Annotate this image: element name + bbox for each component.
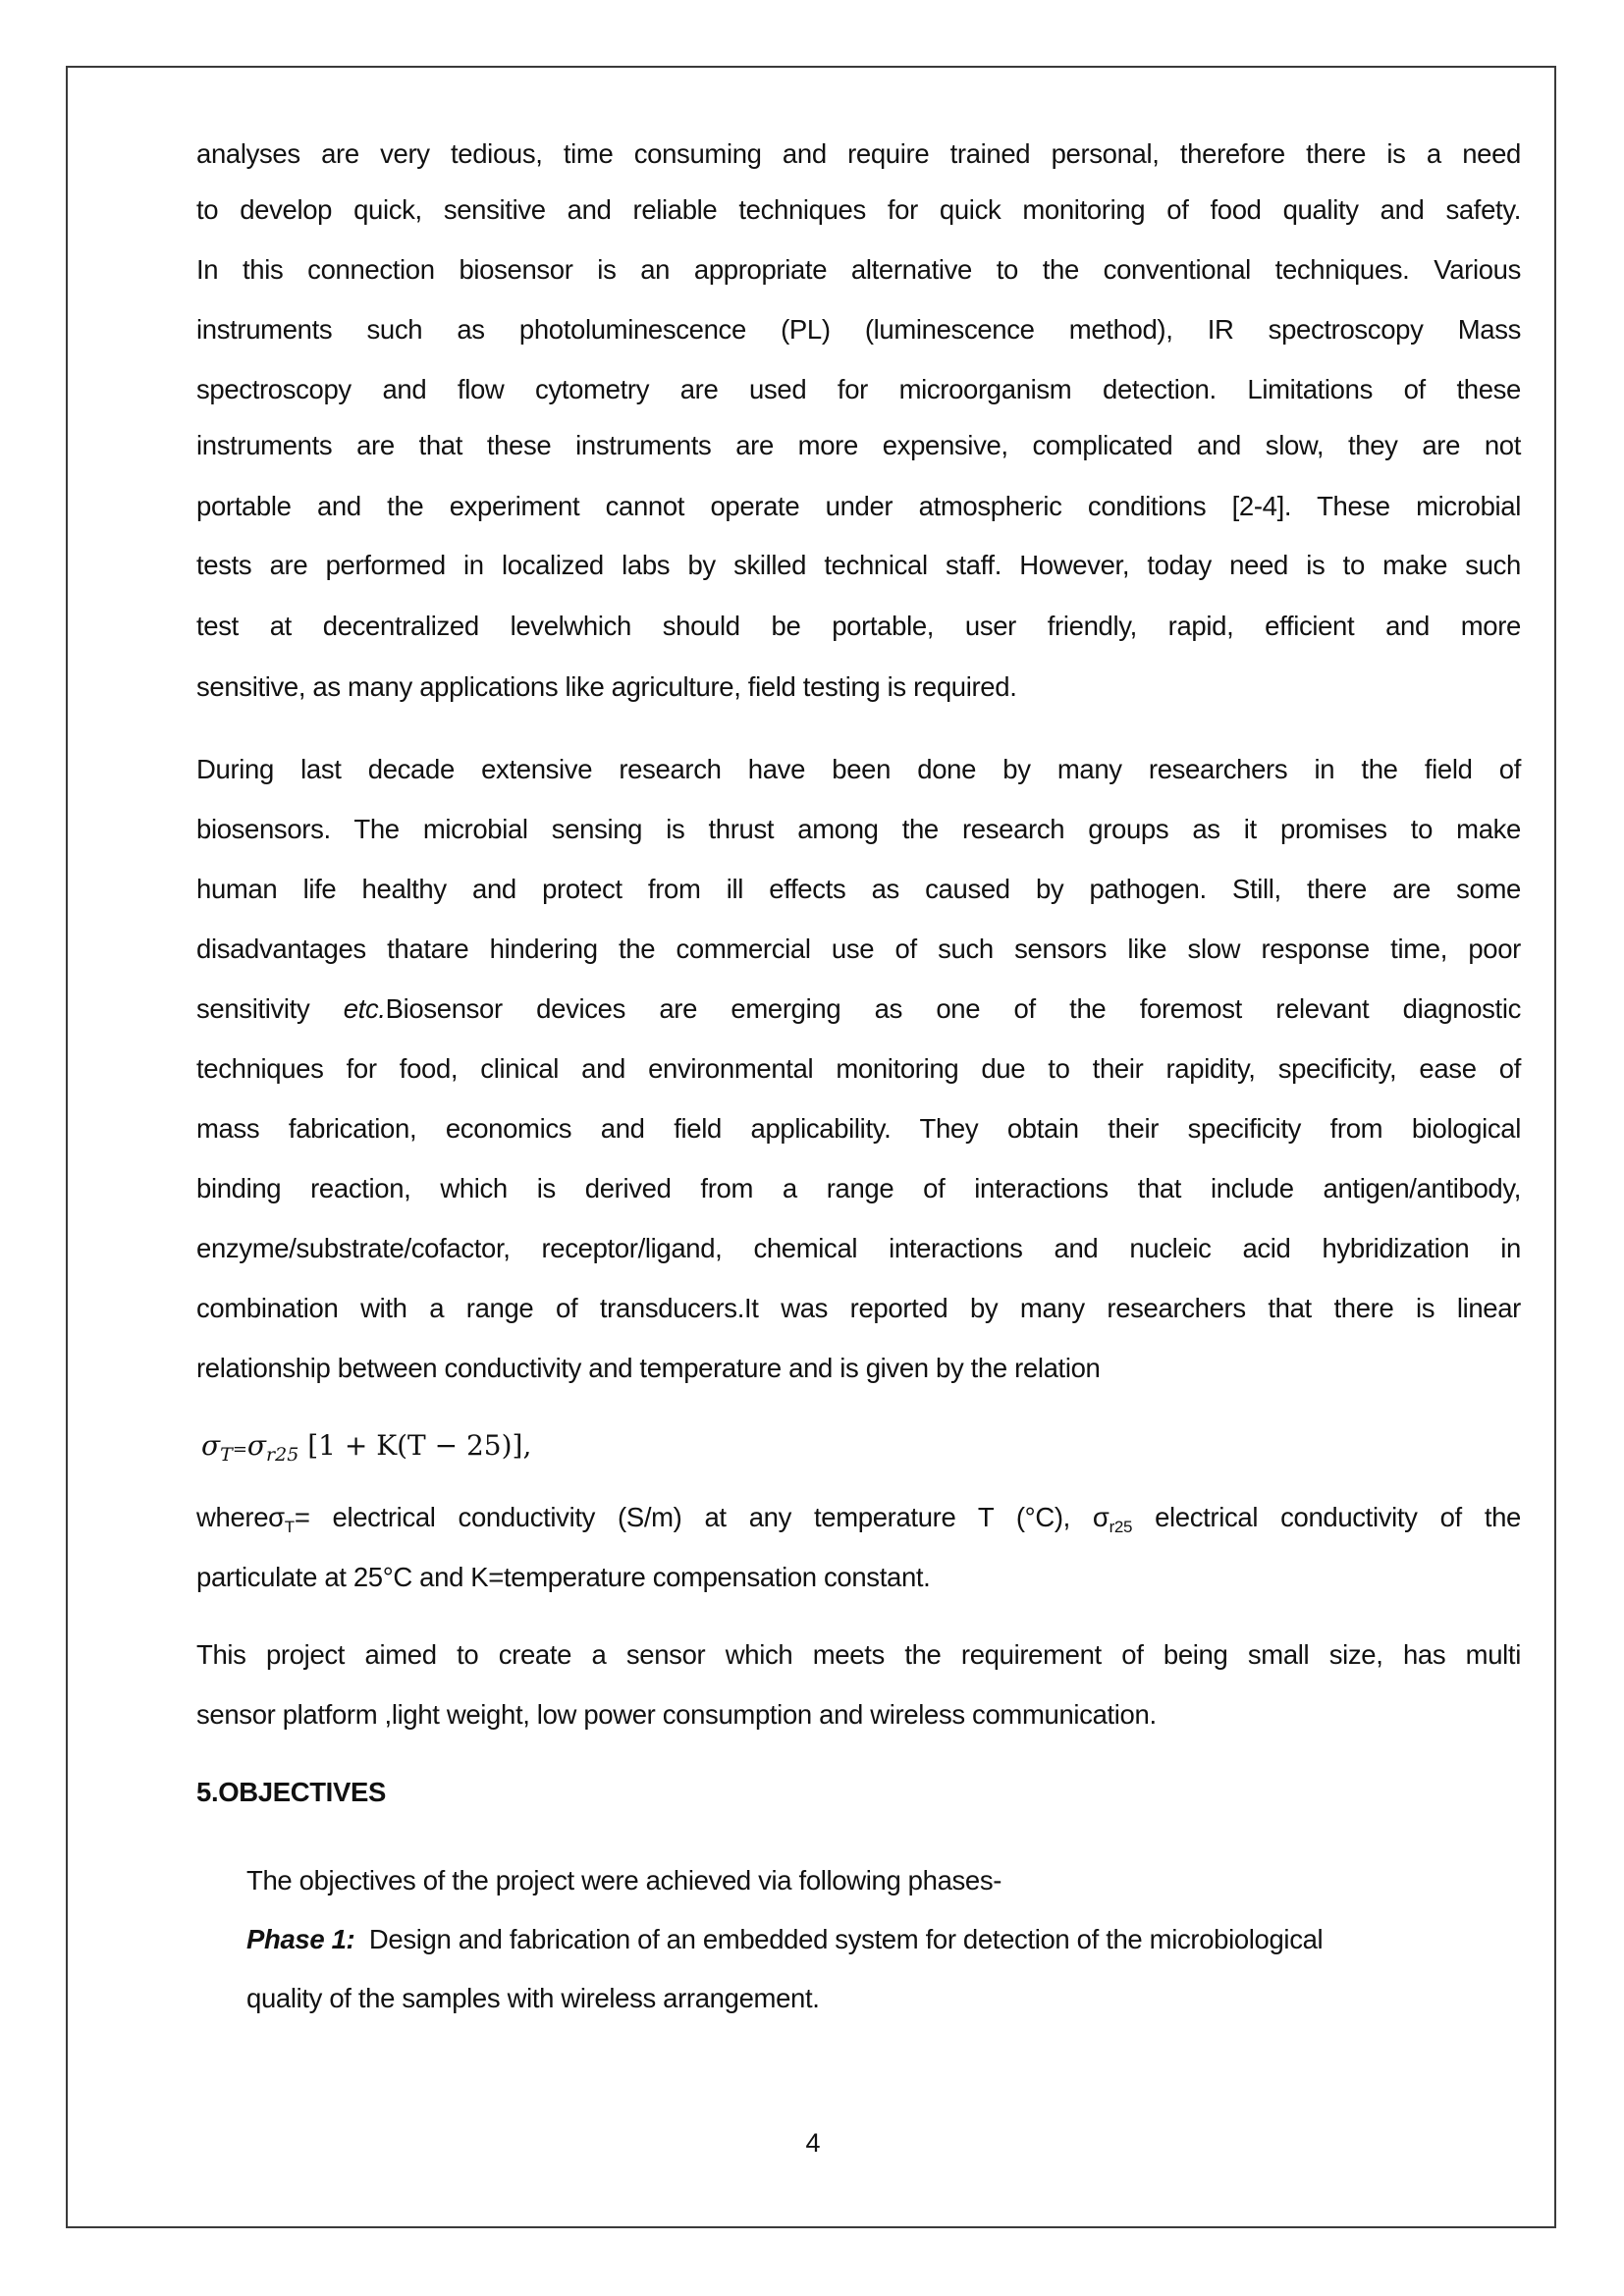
text-line: instruments are that these instruments are more expensive, complicated and slow, they are not [196,430,1521,460]
formula-equals: = [232,1439,247,1460]
text-line: spectroscopy and flow cytometry are used for microorganism detection. Limitations of these [196,374,1521,404]
objectives-intro: The objectives of the project were achieved via following phases- [246,1865,1002,1896]
text-line: test at decentralized levelwhich should be portable, user friendly, rapid, efficient and more [196,611,1521,641]
text-line: mass fabrication, economics and field applicability. They obtain their specificity from biological [196,1113,1521,1144]
text-span: sensitivity [196,993,344,1024]
text-line: techniques for food, clinical and environmental monitoring due to their rapidity, specificity, ease of [196,1053,1521,1084]
section-heading: 5.OBJECTIVES [196,1777,386,1807]
text-line: tests are performed in localized labs by skilled technical staff. However, today need is to make such [196,550,1521,580]
text-span: Biosensor devices are emerging as one of the foremost relevant diagnostic [385,993,1522,1024]
text-line [196,1501,1521,1534]
text-span: whereσ [196,1502,285,1532]
text-line: relationship between conductivity and temperature and is given by the relation [196,1353,1101,1383]
formula-sub-t: T [220,1444,233,1466]
formula-sigma: σ [201,1429,221,1462]
text-line: This project aimed to create a sensor which meets the requirement of being small size, has multi [196,1639,1521,1670]
text-span: = electrical conductivity (S/m) at any temperature T (°C), σ [294,1502,1110,1532]
text-line: analyses are very tedious, time consuming and require trained personal, therefore there is a need [196,138,1521,169]
page-number: 4 [805,2128,821,2158]
phase-1-label: Phase 1: [246,1924,355,1954]
phase-1-line [246,1923,1521,1956]
formula-sigma: σ [246,1429,267,1462]
text-line: In this connection biosensor is an appropriate alternative to the conventional techniques. Various [196,254,1521,285]
conductivity-formula [201,1429,1526,1471]
text-line: sensor platform ,light weight, low power consumption and wireless communication. [196,1699,1157,1730]
subscript: r25 [1109,1518,1133,1536]
text-line: biosensors. The microbial sensing is thrust among the research groups as it promises to make [196,814,1521,844]
text-line: particulate at 25°C and K=temperature compensation constant. [196,1562,931,1592]
text-line: to develop quick, sensitive and reliable techniques for quick monitoring of food quality and safety. [196,194,1521,225]
phase-1-text: Design and fabrication of an embedded system for detection of the microbiological [354,1924,1324,1954]
formula-body: [1 + K(T − 25)], [298,1429,532,1462]
text-line: combination with a range of transducers.It was reported by many researchers that there is linear [196,1293,1521,1323]
text-line: During last decade extensive research have been done by many researchers in the field of [196,754,1521,784]
text-line: disadvantages thatare hindering the commercial use of such sensors like slow response time, poor [196,934,1521,964]
italic-etc: etc. [343,993,386,1024]
text-span: electrical conductivity of the [1132,1502,1521,1532]
text-line: sensitive, as many applications like agriculture, field testing is required. [196,671,1017,702]
text-line: portable and the experiment cannot operate under atmospheric conditions [2-4]. These microbial [196,491,1521,521]
text-line [196,992,1521,1026]
text-line: instruments such as photoluminescence (PL) (luminescence method), IR spectroscopy Mass [196,314,1521,345]
formula-sub-r25: r25 [266,1444,299,1466]
text-line: enzyme/substrate/cofactor, receptor/ligand, chemical interactions and nucleic acid hybridization in [196,1233,1521,1263]
text-line: human life healthy and protect from ill effects as caused by pathogen. Still, there are some [196,874,1521,904]
text-line: binding reaction, which is derived from a range of interactions that include antigen/antibody, [196,1173,1521,1203]
subscript: T [284,1518,295,1536]
phase-1-line-2: quality of the samples with wireless arrangement. [246,1983,820,2013]
